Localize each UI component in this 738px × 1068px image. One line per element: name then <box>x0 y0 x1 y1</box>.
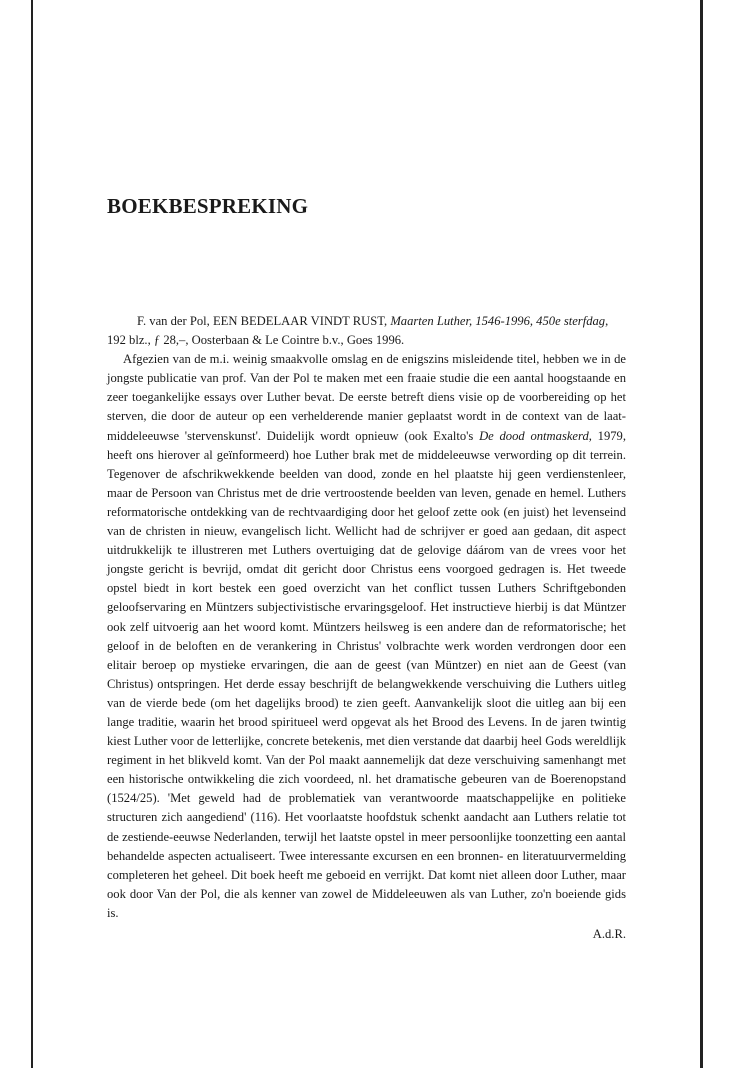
citation-details: , 192 blz., ƒ 28,–, Oosterbaan & Le Cointre b.v., Goes 1996. <box>107 314 609 348</box>
citation-author: F. van der Pol, <box>137 314 213 328</box>
page-edge-right <box>700 0 703 1068</box>
review-body <box>107 350 626 923</box>
page-edge-left <box>31 0 33 1068</box>
review-signature: A.d.R. <box>592 927 626 941</box>
book-citation <box>107 312 626 350</box>
book-review <box>107 312 626 944</box>
review-italic-work: De dood ontmaskerd <box>479 428 589 443</box>
citation-book-title: EEN BEDELAAR VINDT RUST, <box>212 314 391 328</box>
review-body-part1: Afgezien van de m.i. weinig smaakvolle omslag en de enigszins misleidende titel, hebben we in de jongste publicatie van prof. Van der Pol te maken met een fraaie studie die een aantal hoogstaande en zeer toegankelijke essays over Luther bevat. De eerste betreft diens visie op de voorbereiding op het sterven, die door de auteur op een verhelderende manier geplaatst wordt in de context van de laat-middeleeuwse 'stervenskunst'. Duidelijk wordt opnieuw (ook Exalto's <box>107 352 626 443</box>
page-title: BOEKBESPREKING <box>107 194 309 218</box>
citation-subtitle: Maarten Luther, 1546-1996, 450e sterfdag <box>390 314 606 328</box>
review-body-part2: , 1979, heeft ons hierover al geïnformeerd) hoe Luther brak met de middeleeuwse verwording op dit terrein. Tegenover de afschrikwekkende beelden van dood, zonde en hel plaatste hij geen verdienstenleer, maar de Persoon van Christus met de drie vertroostende beelden van leven, genade en hemel. Luthers reformatorische ontdekking van de rechtvaardiging door het geloof zette ook (en juist) het levenseind van de christen in nieuw, evangelisch licht. Wellicht had de schrijver er goed aan gedaan, dit aspect uitdrukkelijk te illustreren met Luthers overtuiging dat de gelovige dáárom van de vrees voor het jongste gericht is bevrijd, omdat dit gericht door Christus eens voorgoed gedragen is. Het tweede opstel biedt in kort bestek een goed overzicht van het conflict tussen Luthers Schriftgebonden geloofservaring en Müntzers subjectivistische ervaringsgeloof. Het instructieve hierbij is dat Müntzer ook zelf uitvoerig aan het woord komt. Müntzers heilsweg is een andere dan de reformatorische; het geloof in de beloften en de verankering in Christus' volbrachte werk worden verdrongen door een elitair beroep op mystieke ervaringen, die aan de geest (van Müntzer) en niet aan de Geest (van Christus) ontspringen. Het derde essay beschrijft de belangwekkende verschuiving die Luthers uitleg van de vierde bede (om het dagelijks brood) te zien geeft. Aanvankelijk sloot die uitleg aan bij een lange traditie, waarin het brood spiritueel werd opgevat als het Brood des Levens. In de jaren twintig kiest Luther voor de letterlijke, concrete betekenis, met dien verstande dat daarbij heel Gods wereldlijk regiment in het blikveld komt. Van der Pol maakt aannemelijk dat deze verschuiving samenhangt met een historische ontwikkeling die zich voordeed, nl. het dramatische gebeuren van de Boerenopstand (1524/25). 'Met geweld had de problematiek van verantwoorde maatschappelijke en politieke structuren zich aangediend' (116). Het voorlaatste hoofdstuk schenkt aandacht aan Luthers relatie tot de zestiende-eeuwse Nederlanden, terwijl het laatste opstel in meer persoonlijke toonzetting een aantal behandelde aspecten actualiseert. Twee interessante excursen en een bronnen- en literatuurvermelding completeren het geheel. Dit boek heeft me geboeid en verrijkt. Dat komt niet alleen door Luther, maar ook door Van der Pol, die als kenner van zowel de Middeleeuwen als van Luther, zo'n boeiende gids is. <box>107 428 626 920</box>
